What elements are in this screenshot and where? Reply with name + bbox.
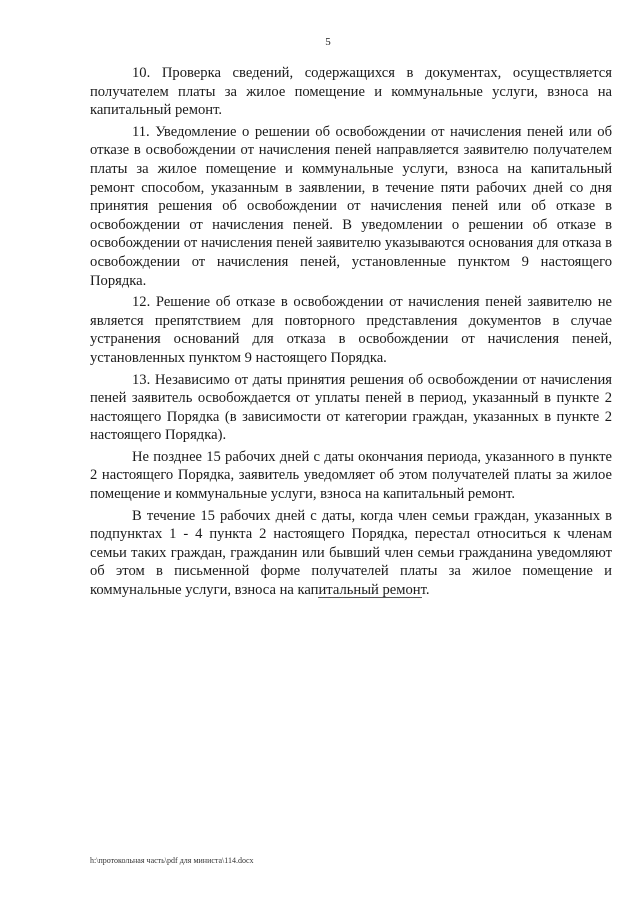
- paragraph-11: 11. Уведомление о решении об освобождении от начисления пеней или об отказе в освобождении от начисления пеней направляется заявителю получателем платы за жилое помещение и коммунальные услуги, взноса на капитальный ремонт способом, указанным в заявлении, в течение пяти рабочих дней со дня принятия решения об освобождении от начисления пеней или об отказе в освобождении от начисления пеней. В уведомлении о решении об отказе в освобождении от начисления пеней заявителю указываются основания для отказа в освобождении от начисления пеней, установленные пунктом 9 настоящего Порядка.: [90, 123, 612, 289]
- paragraph-family-member-notice: В течение 15 рабочих дней с даты, когда член семьи граждан, указанных в подпунктах 1 - 4 пункта 2 настоящего Порядка, перестал относиться к членам семьи таких граждан, гражданин или бывший член семьи гражданина уведомляют об этом в письменной форме получателей платы за жилое помещение и коммунальные услуги, взноса на капитальный ремонт.: [90, 507, 612, 599]
- paragraph-12: 12. Решение об отказе в освобождении от начисления пеней заявителю не является препятствием для повторного представления документов в случае устранения оснований для отказа в освобождении от начисления пеней, установленных пунктом 9 настоящего Порядка.: [90, 294, 612, 366]
- paragraph-10: 10. Проверка сведений, содержащихся в документах, осуществляется получателем платы за жилое помещение и коммунальные услуги, взноса на капитальный ремонт.: [90, 65, 612, 119]
- page-number: 5: [325, 36, 331, 48]
- paragraph-notification-deadline: Не позднее 15 рабочих дней с даты окончания периода, указанного в пункте 2 настоящего Порядка, заявитель уведомляет об этом получателей платы за жилое помещение и коммунальные услуги, взноса на капитальный ремонт.: [90, 448, 612, 503]
- paragraph-13: 13. Независимо от даты принятия решения об освобождении от начисления пеней заявитель освобождается от уплаты пеней в период, указанный в пункте 2 настоящего Порядка (в зависимости от категории граждан, указанных в пункте 2 настоящего Порядка).: [90, 371, 612, 444]
- document-body: [90, 64, 612, 603]
- separator-line: [318, 597, 422, 598]
- footer-file-path: h:\протокольная часть\pdf для министа\114.docx: [90, 856, 254, 865]
